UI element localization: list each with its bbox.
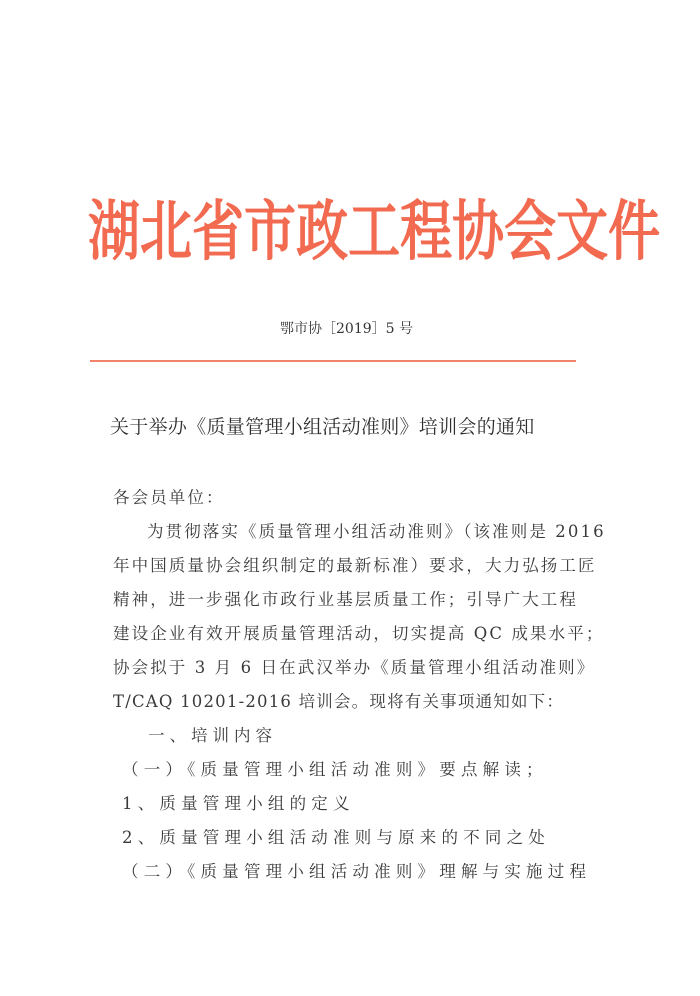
masthead-char: 协: [452, 193, 505, 270]
list-item: 1、质量管理小组的定义: [122, 794, 355, 813]
masthead-char: 程: [400, 193, 453, 270]
salutation: 各会员单位：: [113, 488, 225, 507]
paragraph-line: 年中国质量协会组织制定的最新标准）要求，大力弘扬工匠: [113, 556, 597, 575]
masthead-char: 件: [608, 193, 661, 270]
masthead-char: 市: [244, 193, 297, 270]
subsection-heading: （一）《质量管理小组活动准则》要点解读；: [122, 760, 548, 779]
masthead-char: 湖: [88, 193, 141, 270]
paragraph-line: T/CAQ 10201-2016 培训会。现将有关事项通知如下：: [113, 692, 565, 711]
masthead-char: 省: [192, 193, 245, 270]
subsection-heading: （二）《质量管理小组活动准则》理解与实施过程: [122, 862, 592, 881]
notice-title: 关于举办《质量管理小组活动准则》培训会的通知: [110, 416, 535, 438]
paragraph-line: 协会拟于 3 月 6 日在武汉举办《质量管理小组活动准则》: [113, 658, 596, 677]
masthead-char: 工: [348, 193, 401, 270]
paragraph-line: 为贯彻落实《质量管理小组活动准则》（该准则是 2016: [147, 522, 606, 541]
section-heading: 一、培训内容: [148, 726, 277, 745]
document-masthead: [88, 192, 661, 272]
paragraph-line: 建设企业有效开展质量管理活动，切实提高 QC 成果水平；: [113, 624, 605, 643]
paragraph-line: 精神，进一步强化市政行业基层质量工作；引导广大工程: [113, 590, 578, 609]
masthead-char: 政: [296, 193, 349, 270]
document-number: 鄂市协［2019］5 号: [280, 321, 413, 337]
red-divider-line: [90, 360, 576, 362]
masthead-char: 文: [556, 193, 609, 270]
list-item: 2、质量管理小组活动准则与原来的不同之处: [122, 828, 550, 847]
masthead-char: 会: [504, 193, 557, 270]
masthead-char: 北: [140, 193, 193, 270]
